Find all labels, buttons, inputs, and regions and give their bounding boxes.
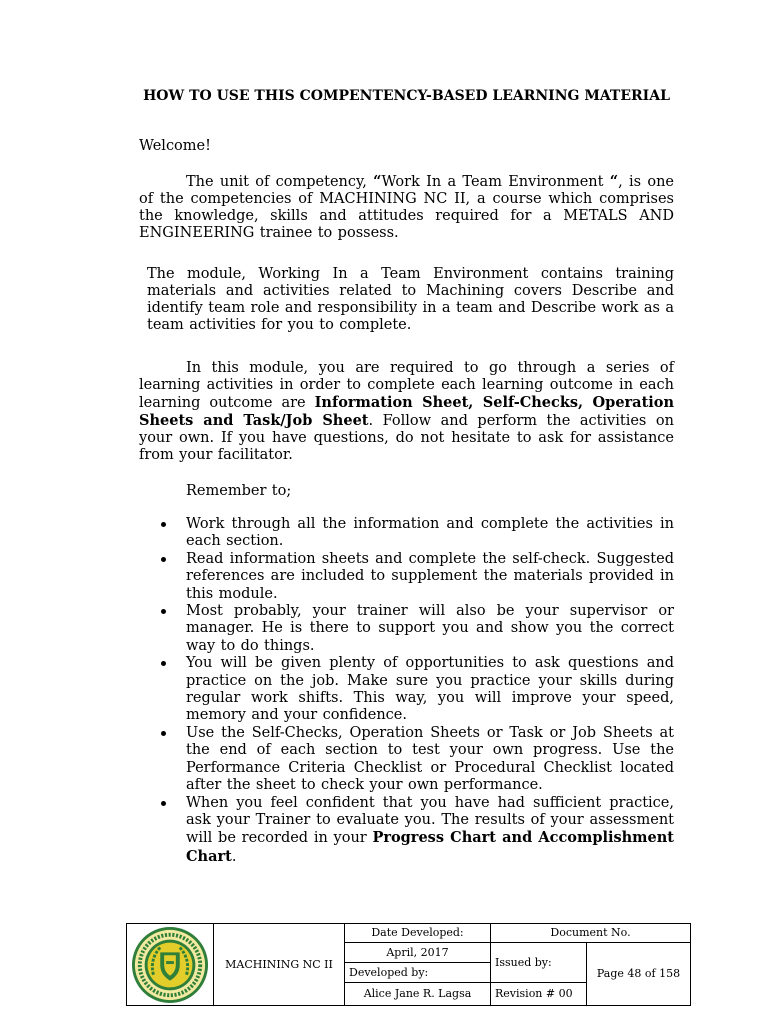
instruction-item: [139, 516, 674, 551]
developed-by-value: Alice Jane R. Lagsa: [345, 983, 491, 1006]
welcome-text: Welcome!: [139, 138, 211, 154]
remember-heading: Remember to;: [186, 483, 292, 499]
developed-by-label: Developed by:: [345, 963, 491, 983]
seal-shield-bar: [166, 961, 174, 964]
page-title: HOW TO USE THIS COMPENTENCY-BASED LEARNING MATERIAL: [143, 88, 670, 104]
bullet-icon: [161, 661, 166, 666]
instruction-text-tail: .: [231, 848, 237, 865]
logo-cell: [127, 924, 214, 1006]
intro-lead: The unit of competency,: [186, 174, 374, 190]
instruction-text: Read information sheets and complete the self-check. Suggested references are included to supplement the materials provided in this module.: [186, 550, 674, 602]
bullet-icon: [161, 522, 166, 527]
document-footer-table: [126, 923, 691, 1006]
bullet-icon: [161, 731, 166, 736]
bullet-icon: [161, 801, 166, 806]
bullet-icon: [161, 609, 166, 614]
document-body: [139, 88, 674, 866]
intro-quote-close: “: [609, 173, 619, 190]
instruction-text: When you feel confident that you have had sufficient practice, ask your Trainer to evaluate you. The results of your assessment will be recorded in your: [186, 794, 674, 847]
document-number-label: Document No.: [491, 924, 691, 943]
program-name: MACHINING NC II: [214, 924, 345, 1006]
page-number: Page 48 of 158: [587, 943, 691, 1006]
instruction-item: [139, 603, 674, 655]
instruction-item: [139, 795, 674, 867]
date-developed-value: April, 2017: [345, 943, 491, 963]
date-developed-label: Date Developed:: [345, 924, 491, 943]
instruction-item: [139, 655, 674, 725]
revision-number: Revision # 00: [491, 983, 587, 1006]
activities-bold: Information Sheet, Self-Checks, Operation Sheets and Task/Job Sheet: [139, 394, 674, 429]
activities-tail: . Follow and perform the activities on your own. If you have questions, do not hesitate to ask for assistance from your facilitator.: [139, 413, 674, 463]
instruction-item: [139, 725, 674, 795]
issued-by-label: Issued by:: [491, 943, 587, 983]
school-seal-icon: [131, 926, 209, 1004]
instruction-text: Use the Self-Checks, Operation Sheets or Task or Job Sheets at the end of each section to test your own progress. Use the Performance Criteria Checklist or Procedural Checklist located after the sheet to check your own performance.: [186, 724, 674, 794]
activities-lead: In this module, you are required to go through a series of learning activities in order to complete each learning outcome in each learning outcome are: [139, 360, 674, 411]
instruction-text: Most probably, your trainer will also be your supervisor or manager. He is there to support you and show you the correct way to do things.: [186, 603, 674, 654]
activities-paragraph: [139, 360, 674, 464]
instruction-text-bold: Progress Chart and Accomplishment Chart: [186, 829, 674, 865]
intro-quote-open: “: [373, 173, 382, 190]
instruction-item: [139, 551, 674, 603]
instruction-text: Work through all the information and complete the activities in each section.: [186, 516, 674, 550]
intro-paragraph: [139, 173, 674, 242]
intro-unit-title: Work In a Team Environment: [381, 174, 610, 190]
instruction-list: [139, 516, 674, 866]
module-paragraph: The module, Working In a Team Environment contains training materials and activities related to Machining covers Describe and identify team role and responsibility in a team and Describe work as a team activities for you to complete.: [147, 266, 674, 333]
instruction-text: You will be given plenty of opportunities to ask questions and practice on the job. Make sure you practice your skills during regular work shifts. This way, you will improve your speed, memory and your confidence.: [186, 655, 674, 724]
bullet-icon: [161, 557, 166, 562]
intro-tail: , is one of the competencies of MACHINING NC II, a course which comprises the knowledge, skills and attitudes required for a METALS AND ENGINEERING trainee to possess.: [139, 174, 674, 241]
